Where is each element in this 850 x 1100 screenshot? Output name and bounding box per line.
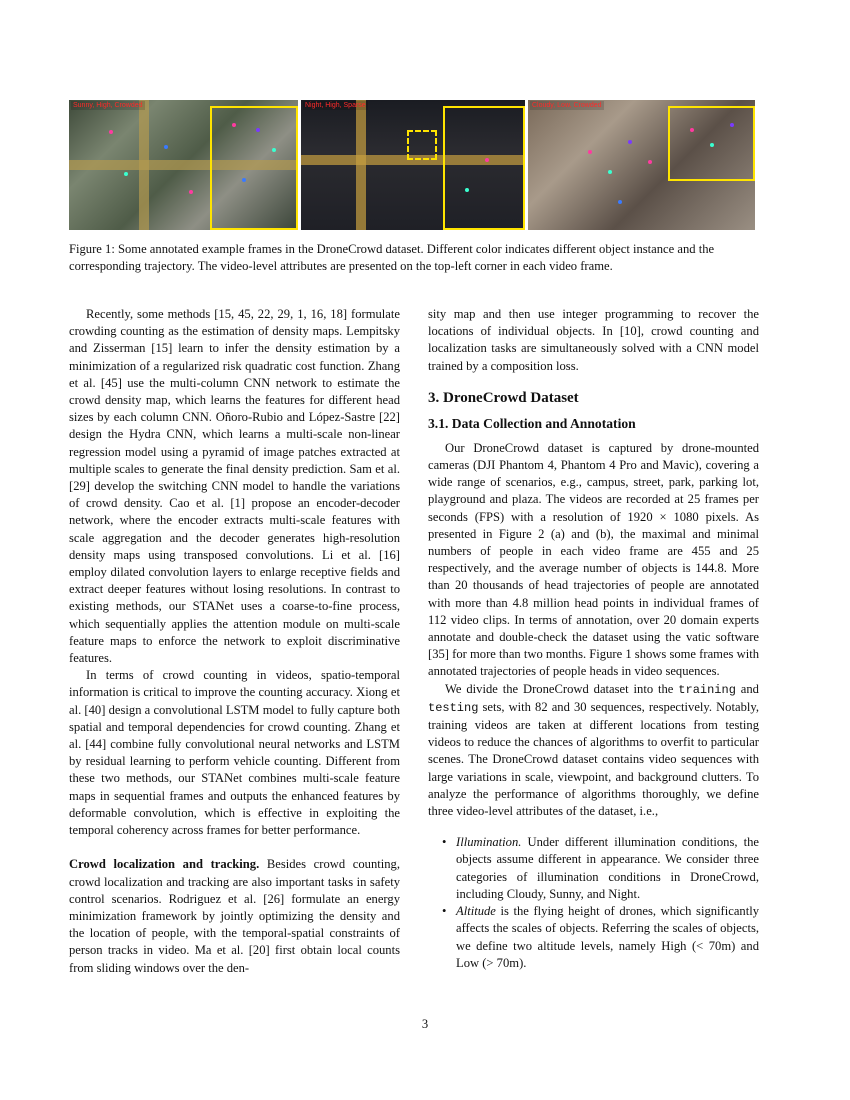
zoom-box	[210, 106, 298, 230]
list-item	[428, 834, 759, 903]
person-marker	[690, 128, 694, 132]
person-marker	[618, 200, 622, 204]
bullet-icon: •	[442, 835, 447, 850]
text-run: sets, with 82 and 30 sequences, respectively. Notably, training videos are taken at different locations from testing videos to reduce the chances of algorithms to overfit to particular scenes. The DroneCrowd dataset contains video sequences with large variations in scale, viewpoint, and background clutters. To analyze the performance of algorithms thoroughly, we define three video-level attributes of the dataset, i.e.,	[428, 699, 759, 819]
paragraph	[69, 856, 400, 976]
person-marker	[465, 188, 469, 192]
spacer	[428, 408, 759, 415]
code-term: training	[678, 682, 736, 697]
person-marker	[588, 150, 592, 154]
person-marker	[608, 170, 612, 174]
paragraph: In terms of crowd counting in videos, spatio-temporal information is critical to improve the counting accuracy. Xiong et al. [40] design a convolutional LSTM model to fully capture both spatial and temporal dependencies for crowd counting. Zhang et al. [44] combine fully convolutional neural networks and LSTM by residual learning to perform vehicle counting. Different from these two methods, our STANet combines multi-scale feature maps in sequential frames and outputs the enhanced features by deformable convolution, which is effective in exploiting the temporal coherency across frames for better performance.	[69, 668, 400, 838]
person-marker	[730, 123, 734, 127]
figure-panel-cloudy	[528, 100, 755, 230]
attribute-label: Cloudy, Low, Crowded	[532, 102, 602, 109]
text-run: and	[735, 681, 759, 696]
person-marker	[232, 123, 236, 127]
list-item	[428, 903, 759, 972]
attribute-list	[428, 834, 759, 972]
person-marker	[272, 148, 276, 152]
person-marker	[485, 158, 489, 162]
road-mark	[356, 100, 366, 230]
section-title: 3. DroneCrowd Dataset	[428, 389, 579, 406]
bullet-icon: •	[442, 904, 447, 919]
spacer	[428, 820, 759, 834]
person-marker	[124, 172, 128, 176]
list-term: Illumination.	[456, 835, 522, 850]
figure-panel-night	[301, 100, 525, 230]
figure-caption	[69, 241, 759, 275]
person-marker	[648, 160, 652, 164]
list-text: is the flying height of drones, which significantly affects the scales of objects. Referring the scales of objects, we define two altitude levels, namely High (< 70m) and Low (> 70m).	[456, 904, 759, 970]
person-marker	[710, 143, 714, 147]
figure-caption-text: Figure 1: Some annotated example frames in the DroneCrowd dataset. Different color indicates different object instance and the corresponding trajectory. The video-level attributes are presented on the top-left corner in each video frame.	[69, 242, 715, 273]
person-marker	[242, 178, 246, 182]
text-run: We divide the DroneCrowd dataset into the	[445, 681, 679, 696]
person-marker	[164, 145, 168, 149]
figure-panel-sunny	[69, 100, 298, 230]
paragraph: sity map and then use integer programming to recover the locations of individual objects. In [10], crowd counting and localization tasks are simultaneously solved with a CNN model trained by a composition loss.	[428, 307, 759, 373]
code-term: testing	[428, 700, 479, 715]
paragraph-body: Besides crowd counting, crowd localization and tracking are also important tasks in safety control scenarios. Rodriguez et al. [26] formulate an energy minimization framework by jointly optimizing the density and the location of people, with the temporal-spatial constraints of person tracks in video. Ma et al. [20] first obtain local counts from sliding windows over the den-	[69, 857, 400, 975]
right-column	[428, 306, 759, 972]
source-box	[407, 130, 437, 160]
zoom-box	[668, 106, 755, 181]
page-number: 3	[421, 1017, 429, 1031]
spacer	[428, 433, 759, 440]
runin-heading: Crowd localization and tracking.	[69, 857, 260, 872]
list-term: Altitude	[456, 904, 496, 919]
person-marker	[109, 130, 113, 134]
paragraph	[428, 681, 759, 821]
paragraph: Recently, some methods [15, 45, 22, 29, 1, 16, 18] formulate crowding counting as the estimation of density maps. Lempitsky and Zisserman [15] learn to infer the density estimation by a minimization of a regularized risk quadratic cost function. Zhang et al. [45] use the multi-column CNN network to estimate the crowd density map, which learns the features for different head sizes by each column CNN. Oñoro-Rubio and López-Sastre [22] design the Hydra CNN, which learns a multi-scale non-linear regression model using a pyramid of image patches extracted at multiple scales to generate the final density prediction. Sam et al. [29] develop the switching CNN model to handle the variations of crowd density. Cao et al. [1] propose an encoder-decoder network, where the encoder extracts multi-scale features with scale aggregation and the decoder generates high-resolution density maps using transposed convolutions. Li et al. [16] employ dilated convolution layers to enlarge receptive fields and extract deeper features without losing resolutions. In contrast to existing methods, our STANet uses a coarse-to-fine process, which sequentially applies the attention module on multi-scale feature maps to enforce the network to exploit discriminative features.	[69, 307, 400, 666]
spacer	[428, 375, 759, 388]
spacer	[69, 839, 400, 856]
person-marker	[189, 190, 193, 194]
figure-1	[69, 100, 755, 230]
person-marker	[628, 140, 632, 144]
left-column	[69, 306, 400, 977]
subsection-title: 3.1. Data Collection and Annotation	[428, 415, 636, 431]
attribute-label: Sunny, High, Crowded	[73, 102, 143, 109]
attribute-label: Night, High, Sparse	[305, 102, 366, 109]
list-text: Under different illumination conditions, the objects assume different in appearance. We consider three categories of illumination conditions in DroneCrowd, including Cloudy, Sunny, and Night.	[456, 835, 759, 901]
paragraph: Our DroneCrowd dataset is captured by drone-mounted cameras (DJI Phantom 4, Phantom 4 Pro and Mavic), covering a wide range of scenarios, e.g., campus, street, park, parking lot, playground and plaza. The videos are recorded at 25 frames per seconds (FPS) with a resolution of 1920 × 1080 pixels. As presented in Figure 2 (a) and (b), the maximal and minimal numbers of people in each video frame are 455 and 25 respectively, and the average number of objects is 144.8. More than 20 thousands of head trajectories of people are annotated with more than 4.8 million head points in individual frames of 112 video clips. In terms of annotation, over 20 domain experts annotate and double-check the dataset using the vatic software [35] for more than two months. Figure 1 shows some frames with annotated trajectories of people heads in video sequences.	[428, 440, 759, 679]
person-marker	[256, 128, 260, 132]
zoom-box	[443, 106, 525, 230]
